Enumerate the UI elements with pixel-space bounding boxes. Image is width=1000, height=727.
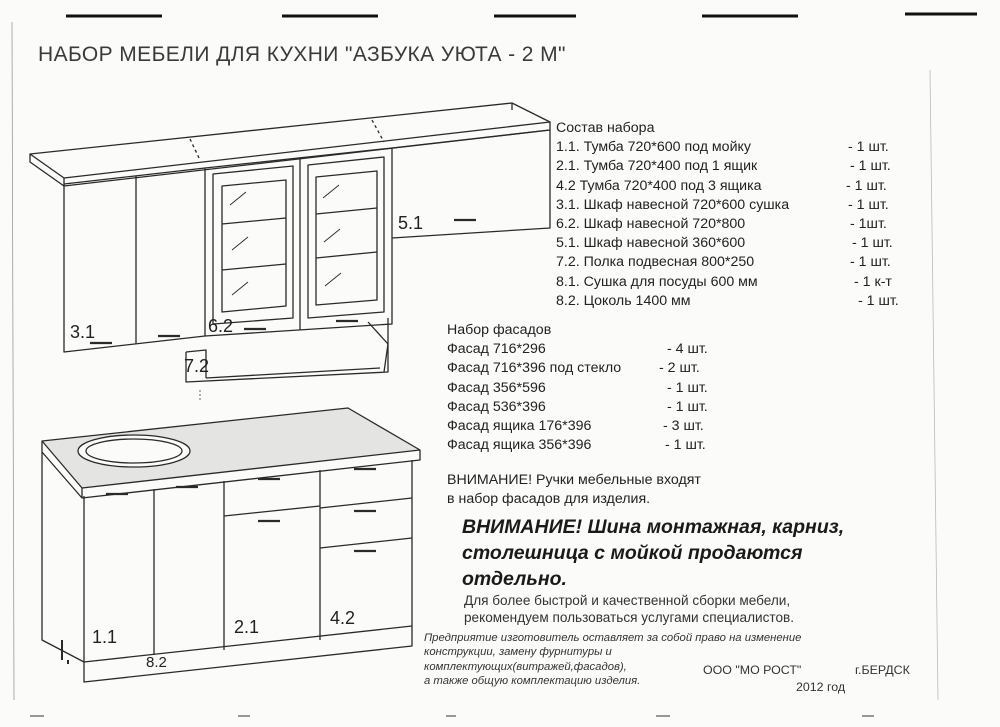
countertop (42, 408, 420, 498)
list-item: 3.1. Шкаф навесной 720*600 сушка - 1 шт. (556, 196, 889, 213)
cornice (30, 103, 550, 186)
list-item: 2.1. Тумба 720*400 под 1 ящик - 1 шт. (556, 158, 891, 175)
label-2-1: 2.1 (234, 617, 260, 637)
handles-note: ВНИМАНИЕ! Ручки мебельные входят в набор фасадов для изделия. (447, 472, 701, 507)
manufacturer-disclaimer: Предприятие изготовитель оставляет за собой право на изменение конструкции, замену фурнитуры и комплектующих(витражей,фасадов), а также общую комплектацию изделия. (424, 632, 802, 688)
wall-cabinet-6-2 (205, 148, 392, 336)
label-3-1: 3.1 (70, 322, 96, 342)
company-name: ООО "МО РОСТ" (703, 663, 802, 677)
list-item: 1.1. Тумба 720*600 под мойку - 1 шт. (556, 139, 889, 156)
set-heading: Состав набора (556, 120, 655, 136)
list-item: 5.1. Шкаф навесной 360*600 - 1 шт. (556, 235, 893, 252)
base-cabinet-4-2 (320, 460, 412, 626)
assembly-advice: Для более быстрой и качественной сборки мебели, рекомендуем пользоваться услугами специалистов. (464, 593, 795, 625)
list-item: Фасад 536*396 - 1 шт. (447, 398, 708, 415)
list-item: 8.2. Цоколь 1400 мм - 1 шт. (556, 292, 899, 309)
list-item: Фасад ящика 176*396 - 3 шт. (447, 417, 704, 434)
list-item: Фасад 356*596 - 1 шт. (447, 379, 708, 396)
city: г.БЕРДСК (855, 663, 910, 677)
year: 2012 год (796, 680, 846, 694)
label-8-2: 8.2 (146, 654, 167, 671)
list-item: Фасад ящика 356*396 - 1 шт. (447, 437, 706, 454)
label-6-2: 6.2 (208, 316, 234, 336)
list-item: Фасад 716*396 под стекло - 2 шт. (447, 360, 700, 377)
label-1-1: 1.1 (92, 627, 118, 647)
page-title: НАБОР МЕБЕЛИ ДЛЯ КУХНИ "АЗБУКА УЮТА - 2 М" (38, 43, 566, 66)
label-7-2: 7.2 (184, 356, 210, 376)
facade-set (447, 321, 737, 455)
set-composition (556, 119, 916, 311)
list-item: 8.1. Сушка для посуды 600 мм - 1 к-т (556, 273, 892, 290)
list-item: 4.2 Тумба 720*400 под 3 ящика - 1 шт. (556, 177, 887, 194)
scan-marks (66, 14, 977, 16)
label-4-2: 4.2 (330, 608, 356, 628)
label-5-1: 5.1 (398, 213, 424, 233)
base-cabinet-2-1 (224, 470, 320, 640)
sold-separately-warning: ВНИМАНИЕ! Шина монтажная, карниз, столешница с мойкой продаются отдельно. (462, 516, 845, 590)
facades-heading: Набор фасадов (447, 322, 552, 338)
list-item: Фасад 716*296 - 4 шт. (447, 341, 708, 358)
list-item: 7.2. Полка подвесная 800*250 - 1 шт. (556, 254, 891, 271)
list-item: 6.2. Шкаф навесной 720*800 - 1шт. (556, 215, 887, 232)
